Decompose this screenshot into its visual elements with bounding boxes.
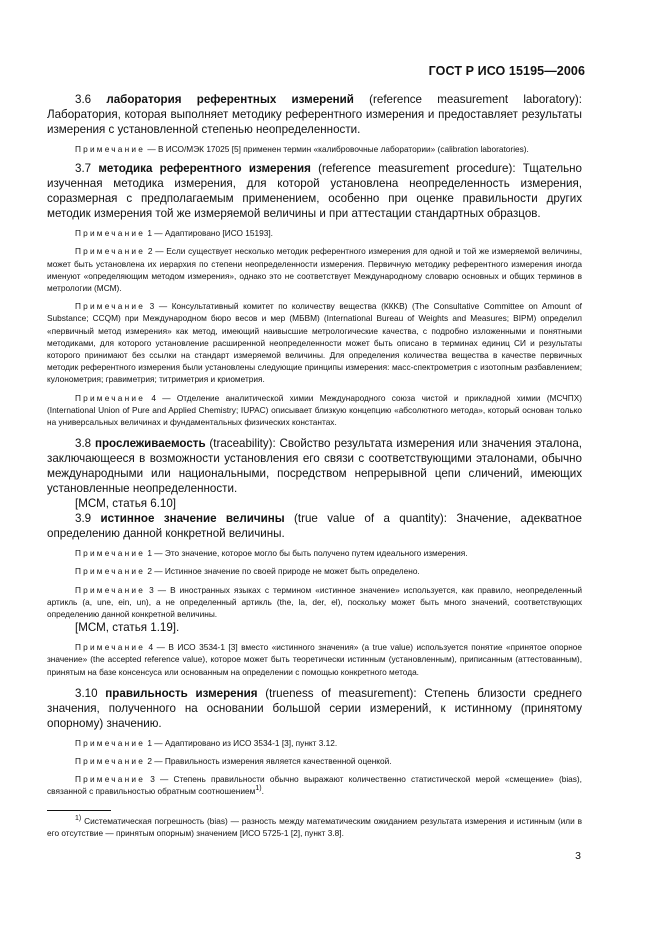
footnote-text: Систематическая погрешность (bias) — разность между математическим ожиданием результата измерения и истинным (или в его отсутствие — принятым опорным) значением [ИСО 5725-1 [2], пункт 3.8]. — [47, 816, 582, 839]
footnote-reference[interactable]: 1) — [255, 785, 262, 793]
section-number: 3.6 — [75, 93, 92, 106]
term-title: лаборатория референтных измерений — [106, 93, 354, 106]
page-number: 3 — [575, 850, 581, 862]
source-reference: [МСМ, статья 6.10] — [75, 497, 177, 511]
note: Примечание — В ИСО/МЭК 17025 [5] применен термин «калибровочные лаборатории» (calibration laboratories). — [75, 144, 529, 154]
note: Примечание 2 — Истинное значение по своей природе не может быть определено. — [75, 566, 420, 577]
term-title: истинное значение величины — [100, 512, 285, 526]
source-reference: [МСМ, статья 1.19]. — [75, 621, 180, 635]
note: Примечание 1 — Адаптировано [ИСО 15193]. — [75, 228, 273, 239]
section-3-6 — [47, 92, 582, 137]
section-3-9 — [47, 511, 582, 541]
note: Примечание 2 — Правильность измерения является качественной оценкой. — [75, 756, 392, 767]
term-definition: (reference measurement laboratory): Лаборатория, которая выполняет методику референтного измерения и предоставляет результаты измерения с установленной степенью неопределенности. — [47, 93, 582, 136]
term-definition: (trueness of measurement): Степень близости среднего значения, полученного на основании большой серии измерений, к истинному (принятому опорному) значению. — [47, 686, 582, 730]
note: Примечание 3 — Консультативный комитет по количеству вещества (ККKB) (The Consultative Committee on Amount of Substance; CCQM) при Международном бюро весов и мер (МБВМ) (International Bureau of Weights and Measures; BIPM) определил «первичный метод измерения» как метод, имеющий наивысшие метрологические качества, с подробно изложенными и понятными методиками, для которого установление расширенной неопределенности может быть описано в терминах единиц СИ и результаты которого принимают без ссылки на стандарт измеряемой величины. Для определения количества вещества в качестве первичных методик референтного измерения были установлены следующие принципы измерения: масс-спектрометрия с изотопным разбавлением; кулонометрия; гравиметрия; титриметрия и криометрия. — [47, 301, 582, 385]
section-number: 3.7 — [75, 162, 92, 176]
term-definition: (true value of a quantity): Значение, адекватное определению данной конкретной величины. — [47, 512, 582, 541]
note: Примечание 3 — Степень правильности обычно выражают количественно статистической мерой «смещение» (bias), связанной с правильностью обратным соотношением$^{1)}$. — [47, 774, 582, 797]
section-3-8 — [47, 436, 582, 496]
footnote-separator — [47, 810, 111, 811]
section-3-10 — [47, 686, 582, 731]
section-number: 3.10 — [75, 686, 98, 700]
footnote — [47, 815, 582, 839]
note: Примечание 2 — Если существует несколько методик референтного измерения для одной и той же измеряемой величины, может быть установлена их иерархия по степени неопределенности измерения. Первичную методику референтного измерения иногда именуют «определяющим методом измерения», однако это не соответствует Международному словарю основных и общих терминов в метрологии (МСМ). — [47, 246, 582, 294]
term-definition: (reference measurement procedure): Тщательно изученная методика измерения, для которой установлена неопределенность измерения, соразмерная с предполагаемым применением, особенно при оценке правильности других методик измерения той же измеряемой величины и при аттестации стандартных образцов. — [47, 162, 582, 221]
term-title: прослеживаемость — [94, 437, 206, 451]
document-header: ГОСТ Р ИСО 15195—2006 — [428, 64, 585, 78]
note: Примечание 3 — В иностранных языках с термином «истинное значение» используется, как правило, неопределенный артикль (a, une, ein, un), а не определенный артикль (the, la, der, el), поскольку может быть много значений, соответствующих определению данной конкретной величины. — [47, 584, 582, 620]
page-content — [47, 92, 582, 798]
section-number: 3.9 — [75, 512, 92, 526]
term-title: правильность измерения — [105, 686, 258, 700]
section-number: 3.8 — [75, 437, 92, 451]
term-definition: (traceability): Свойство результата измерения или значения эталона, заключающееся в возможности установления его связи с соответствующими эталонами, обычно международными или национальными, посредством непрерывной цепи сличений, имеющих установленные неопределенности. — [47, 437, 582, 496]
note: Примечание 4 — В ИСО 3534-1 [3] вместо «истинного значения» (a true value) используется понятие «принятое опорное значение» (the accepted reference value), которое может быть теоретически истинным (установленным), приписанным (аттестованным), принятым на базе консенсуса или основанным на определении с помощью конкретного метода. — [47, 642, 582, 677]
note: Примечание 4 — Отделение аналитической химии Международного союза чистой и прикладной химии (МСЧПХ) (International Union of Pure and Applied Chemistry; IUPAC) описывает близкую концепцию «абсолютного метода», который основан только на универсальных величинах и фундаментальных физических константах. — [47, 392, 582, 428]
term-title: методика референтного измерения — [98, 162, 311, 176]
note: Примечание 1 — Это значение, которое могло бы быть получено путем идеального измерения. — [75, 548, 468, 559]
section-3-7 — [47, 161, 582, 221]
note: Примечание 1 — Адаптировано из ИСО 3534-1 [3], пункт 3.12. — [75, 737, 338, 748]
footnote-mark: 1) — [75, 815, 82, 823]
